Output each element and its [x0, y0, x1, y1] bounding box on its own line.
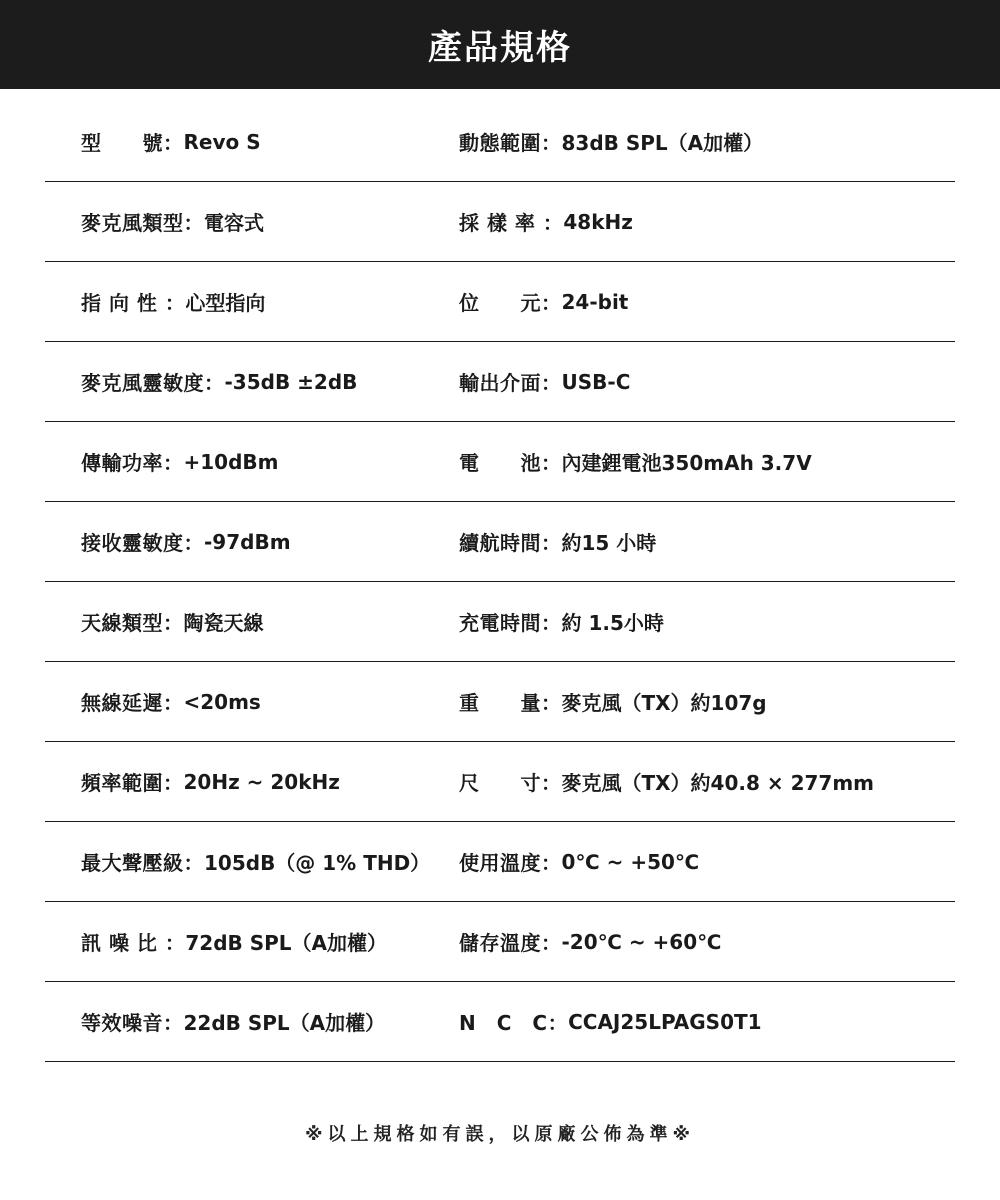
spec-value: 約15 小時 — [561, 531, 657, 555]
spec-label: 天線類型： — [81, 611, 184, 635]
spec-label: 尺 寸： — [459, 771, 562, 795]
spec-item-operating-temp — [459, 847, 955, 876]
spec-value: -97dBm — [204, 529, 291, 554]
spec-item-charge-time — [459, 607, 955, 636]
spec-item-battery-life — [459, 527, 955, 556]
page-header — [0, 0, 1000, 89]
spec-label: 無線延遲： — [81, 691, 184, 715]
spec-label: 儲存溫度： — [459, 931, 562, 955]
spec-label: 重 量： — [459, 691, 562, 715]
spec-label: 等效噪音： — [81, 1011, 184, 1035]
spec-value: 心型指向 — [185, 291, 266, 315]
spec-value: 電容式 — [204, 211, 264, 235]
spec-label: 型 號： — [81, 131, 184, 155]
spec-label: 位 元： — [459, 291, 562, 315]
spec-row — [45, 822, 955, 902]
spec-row — [45, 502, 955, 582]
spec-value: -35dB ±2dB — [224, 369, 358, 394]
spec-value: 48kHz — [563, 209, 633, 234]
spec-item-storage-temp — [459, 927, 955, 956]
spec-value: 20Hz ~ 20kHz — [183, 769, 340, 794]
spec-row — [45, 742, 955, 822]
disclaimer-note: ※以上規格如有誤，以原廠公佈為準※ — [305, 1124, 695, 1145]
spec-item-output-interface — [459, 367, 955, 396]
spec-item-dynamic-range — [459, 127, 955, 156]
spec-label: 最大聲壓級： — [81, 851, 204, 875]
spec-value: 105dB（@ 1% THD） — [204, 851, 431, 875]
spec-value: 約 1.5小時 — [561, 611, 664, 635]
spec-label: 訊 噪 比 ： — [81, 931, 186, 955]
spec-item-antenna-type — [45, 607, 459, 636]
spec-row — [45, 262, 955, 342]
spec-value: 0℃ ~ +50℃ — [561, 849, 700, 874]
spec-label: 麥克風類型： — [81, 211, 204, 235]
spec-item-sample-rate — [459, 207, 955, 236]
spec-label: 使用溫度： — [459, 851, 562, 875]
spec-item-weight — [459, 687, 955, 716]
spec-item-battery — [459, 447, 955, 476]
spec-item-transmit-power — [45, 447, 459, 476]
spec-item-frequency-range — [45, 767, 459, 796]
spec-row — [45, 422, 955, 502]
spec-label: 充電時間： — [459, 611, 562, 635]
spec-row — [45, 982, 955, 1062]
spec-label: 續航時間： — [459, 531, 562, 555]
spec-item-snr — [45, 927, 459, 956]
spec-value: 83dB SPL（A加權） — [561, 131, 764, 155]
spec-value: +10dBm — [183, 449, 279, 474]
spec-label: 動態範圍： — [459, 131, 562, 155]
spec-row — [45, 902, 955, 982]
spec-label: N C C： — [459, 1011, 569, 1035]
spec-item-max-spl — [45, 847, 459, 876]
spec-item-polar-pattern — [45, 287, 459, 316]
spec-value: 麥克風（TX）約107g — [561, 691, 767, 715]
spec-item-wireless-latency — [45, 687, 459, 716]
spec-value: <20ms — [183, 689, 261, 714]
spec-item-mic-sensitivity — [45, 367, 459, 396]
spec-value: 陶瓷天線 — [183, 611, 264, 635]
spec-item-model — [45, 127, 459, 156]
spec-label: 傳輸功率： — [81, 451, 184, 475]
spec-item-receive-sensitivity — [45, 527, 459, 556]
spec-row — [45, 342, 955, 422]
spec-item-mic-type — [45, 207, 459, 236]
spec-row — [45, 102, 955, 182]
spec-value: 72dB SPL（A加權） — [185, 931, 388, 955]
spec-value: Revo S — [183, 129, 261, 154]
spec-item-dimensions — [459, 767, 955, 796]
spec-label: 輸出介面： — [459, 371, 562, 395]
spec-row — [45, 582, 955, 662]
spec-label: 接收靈敏度： — [81, 531, 204, 555]
spec-value: 麥克風（TX）約40.8 × 277mm — [561, 771, 875, 795]
spec-item-equivalent-noise — [45, 1007, 459, 1036]
spec-item-bit-depth — [459, 287, 955, 316]
page-title: 產品規格 — [428, 28, 572, 68]
spec-label: 頻率範圍： — [81, 771, 184, 795]
spec-label: 採 樣 率 ： — [459, 211, 564, 235]
spec-value: USB-C — [561, 369, 631, 394]
spec-value: 22dB SPL（A加權） — [183, 1011, 386, 1035]
spec-label: 指 向 性 ： — [81, 291, 186, 315]
spec-table — [45, 102, 955, 1062]
spec-label: 電 池： — [459, 451, 562, 475]
spec-item-ncc — [459, 1007, 955, 1036]
spec-value: 內建鋰電池350mAh 3.7V — [561, 451, 812, 475]
spec-row — [45, 182, 955, 262]
spec-label: 麥克風靈敏度： — [81, 371, 225, 395]
spec-value: 24-bit — [561, 289, 629, 314]
spec-value: -20℃ ~ +60℃ — [561, 929, 722, 954]
spec-value: CCAJ25LPAGS0T1 — [568, 1009, 762, 1034]
spec-row — [45, 662, 955, 742]
